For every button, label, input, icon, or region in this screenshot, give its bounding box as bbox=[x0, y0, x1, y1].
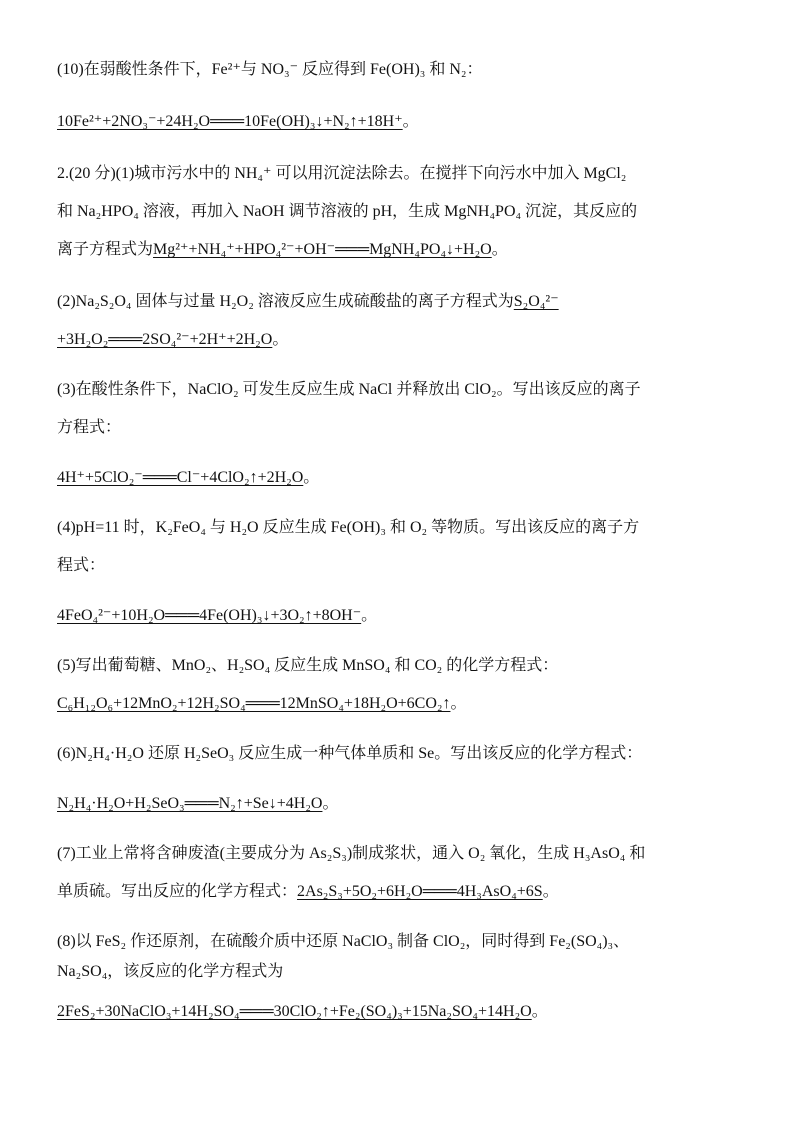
answer-line: 4FeO₄²⁻+10H₂O═══4Fe(OH)₃↓+3O₂↑+8OH⁻。 bbox=[57, 607, 378, 624]
answer-line: +3H₂O₂═══2SO₄²⁻+2H⁺+2H₂O。 bbox=[57, 331, 289, 348]
text-line: 离子方程式为Mg²⁺+NH₄⁺+HPO₄²⁻+OH⁻═══MgNH₄PO₄↓+H₂O。 bbox=[57, 241, 508, 258]
text-line: 方程式： bbox=[57, 419, 122, 436]
text-line: (8)以 FeS₂ 作还原剂，在硫酸介质中还原 NaClO₃ 制备 ClO₂，同时得到 Fe₂(SO₄)₃、 bbox=[57, 933, 630, 950]
text-line: (3)在酸性条件下，NaClO₂ 可发生反应生成 NaCl 并释放出 ClO₂。写出该反应的离子 bbox=[57, 381, 641, 398]
text-line: (5)写出葡萄糖、MnO₂、H₂SO₄ 反应生成 MnSO₄ 和 CO₂ 的化学方程式： bbox=[57, 657, 559, 674]
answer-line: C₆H₁₂O₆+12MnO₂+12H₂SO₄═══12MnSO₄+18H₂O+6CO₂↑。 bbox=[57, 695, 467, 712]
answer-equation: 4H⁺+5ClO₂⁻═══Cl⁻+4ClO₂↑+2H₂O bbox=[57, 469, 304, 486]
answer-equation: 2FeS₂+30NaClO₃+14H₂SO₄═══30ClO₂↑+Fe₂(SO₄)₃+15Na₂SO₄+14H₂O bbox=[57, 1003, 532, 1020]
text-line: 2.(20 分)(1)城市污水中的 NH₄⁺ 可以用沉淀法除去。在搅拌下向污水中加入 MgCl₂ bbox=[57, 165, 627, 182]
text-line: 程式： bbox=[57, 557, 106, 574]
text-line: 单质硫。写出反应的化学方程式：2As₂S₃+5O₂+6H₂O═══4H₃AsO₄+6S。 bbox=[57, 883, 559, 900]
text-line: Na₂SO₄，该反应的化学方程式为 bbox=[57, 963, 284, 980]
answer-equation: C₆H₁₂O₆+12MnO₂+12H₂SO₄═══12MnSO₄+18H₂O+6CO₂↑ bbox=[57, 695, 451, 712]
answer-line: N₂H₄·H₂O+H₂SeO₃═══N₂↑+Se↓+4H₂O。 bbox=[57, 795, 339, 812]
answer-line: 2FeS₂+30NaClO₃+14H₂SO₄═══30ClO₂↑+Fe₂(SO₄)₃+15Na₂SO₄+14H₂O。 bbox=[57, 1003, 548, 1020]
answer-equation: Mg²⁺+NH₄⁺+HPO₄²⁻+OH⁻═══MgNH₄PO₄↓+H₂O bbox=[153, 241, 492, 258]
answer-equation: 10Fe²⁺+2NO₃⁻+24H₂O═══10Fe(OH)₃↓+N₂↑+18H⁺ bbox=[57, 113, 403, 130]
answer-equation: +3H₂O₂═══2SO₄²⁻+2H⁺+2H₂O bbox=[57, 331, 273, 348]
text-line: (10)在弱酸性条件下，Fe²⁺与 NO₃⁻ 反应得到 Fe(OH)₃ 和 N₂： bbox=[57, 61, 483, 78]
text-line: (4)pH=11 时，K₂FeO₄ 与 H₂O 反应生成 Fe(OH)₃ 和 O₂ 等物质。写出该反应的离子方 bbox=[57, 519, 640, 536]
text-line: 和 Na₂HPO₄ 溶液，再加入 NaOH 调节溶液的 pH，生成 MgNH₄PO₄ 沉淀，其反应的 bbox=[57, 203, 638, 220]
answer-line: 10Fe²⁺+2NO₃⁻+24H₂O═══10Fe(OH)₃↓+N₂↑+18H⁺。 bbox=[57, 113, 419, 130]
answer-equation: S₂O₄²⁻ bbox=[513, 293, 559, 310]
text-line: (6)N₂H₄·H₂O 还原 H₂SeO₃ 反应生成一种气体单质和 Se。写出该反应的化学方程式： bbox=[57, 745, 643, 762]
answer-equation: 2As₂S₃+5O₂+6H₂O═══4H₃AsO₄+6S bbox=[297, 883, 543, 900]
text-line: (2)Na₂S₂O₄ 固体与过量 H₂O₂ 溶液反应生成硫酸盐的离子方程式为S₂O₄²⁻ bbox=[57, 293, 559, 310]
answer-line: 4H⁺+5ClO₂⁻═══Cl⁻+4ClO₂↑+2H₂O。 bbox=[57, 469, 320, 486]
answer-equation: N₂H₄·H₂O+H₂SeO₃═══N₂↑+Se↓+4H₂O bbox=[57, 795, 323, 812]
text-line: (7)工业上常将含砷废渣(主要成分为 As₂S₃)制成浆状，通入 O₂ 氧化，生成 H₃AsO₄ 和 bbox=[57, 845, 646, 862]
answer-equation: 4FeO₄²⁻+10H₂O═══4Fe(OH)₃↓+3O₂↑+8OH⁻ bbox=[57, 607, 362, 624]
